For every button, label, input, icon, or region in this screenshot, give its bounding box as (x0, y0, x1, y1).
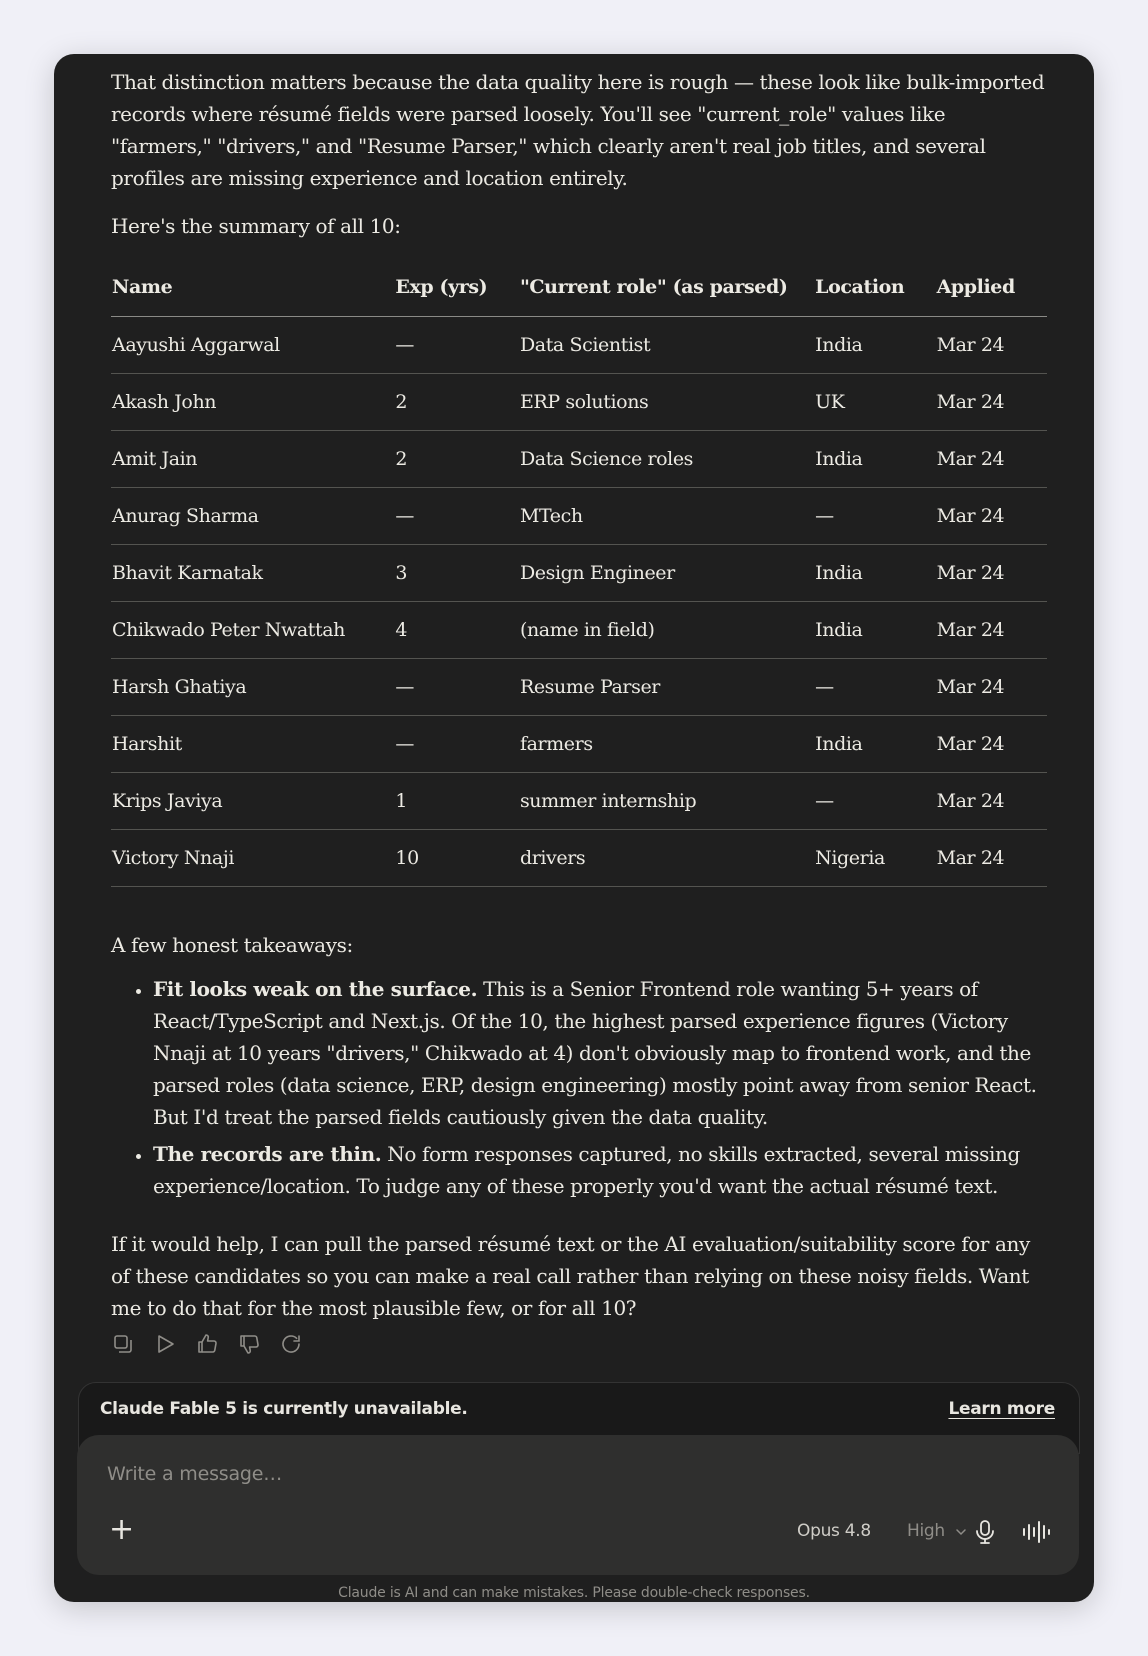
summary-intro: Here's the summary of all 10: (111, 214, 401, 238)
cell-location: UK (814, 374, 935, 431)
cell-applied: Mar 24 (936, 659, 1047, 716)
table-header-row (111, 258, 1047, 317)
message-composer (77, 1435, 1079, 1575)
takeaways-list (111, 973, 1047, 1202)
cell-exp: — (394, 659, 519, 716)
ai-disclaimer: Claude is AI and can make mistakes. Please double-check responses. (338, 1585, 810, 1601)
cell-location: India (814, 431, 935, 488)
cell-location: — (814, 773, 935, 830)
cell-name: Victory Nnaji (111, 830, 394, 887)
table-row (111, 830, 1047, 887)
model-selector[interactable]: Opus 4.8 (797, 1521, 871, 1541)
cell-applied: Mar 24 (936, 830, 1047, 887)
cell-name: Chikwado Peter Nwattah (111, 602, 394, 659)
cell-exp: 3 (394, 545, 519, 602)
cell-role: drivers (519, 830, 814, 887)
voice-mode-icon[interactable] (1021, 1519, 1051, 1545)
column-header-applied: Applied (936, 258, 1047, 317)
column-header-exp: Exp (yrs) (394, 258, 519, 317)
chat-window (54, 54, 1094, 1602)
cell-applied: Mar 24 (936, 773, 1047, 830)
cell-exp: 1 (394, 773, 519, 830)
cell-location: India (814, 602, 935, 659)
cell-applied: Mar 24 (936, 602, 1047, 659)
cell-applied: Mar 24 (936, 545, 1047, 602)
cell-applied: Mar 24 (936, 716, 1047, 773)
column-header-name: Name (111, 258, 394, 317)
cell-exp: 4 (394, 602, 519, 659)
message-input[interactable]: Write a message… (107, 1463, 283, 1485)
cell-role: (name in field) (519, 602, 814, 659)
cell-exp: 2 (394, 374, 519, 431)
notice-text: Claude Fable 5 is currently unavailable. (100, 1399, 468, 1419)
retry-icon[interactable] (279, 1332, 303, 1356)
takeaway-text: No form responses captured, no skills extracted, several missing experience/location. To judge any of these properly you'd want the actual résumé text. (153, 1142, 1020, 1198)
learn-more-link[interactable]: Learn more (948, 1399, 1055, 1419)
message-actions (111, 1332, 303, 1356)
cell-name: Aayushi Aggarwal (111, 317, 394, 374)
takeaway-bold: The records are thin. (153, 1142, 382, 1166)
table-row (111, 602, 1047, 659)
cell-location: India (814, 545, 935, 602)
cell-exp: 10 (394, 830, 519, 887)
cell-location: Nigeria (814, 830, 935, 887)
thumbs-up-icon[interactable] (195, 1332, 219, 1356)
cell-name: Harsh Ghatiya (111, 659, 394, 716)
microphone-icon[interactable] (973, 1519, 997, 1545)
cell-role: farmers (519, 716, 814, 773)
add-attachment-button[interactable]: + (109, 1512, 135, 1547)
takeaway-text: This is a Senior Frontend role wanting 5+ years of React/TypeScript and Next.js. Of the 10, the highest parsed experience figures (Victory Nnaji at 10 years "drivers," Chikwado at 4) don't obviously map to frontend work, and the parsed roles (data science, ERP, design engineering) mostly point away from senior React. But I'd treat the parsed fields cautiously given the data quality. (153, 977, 1037, 1129)
cell-location: — (814, 488, 935, 545)
takeaways-title: A few honest takeaways: (111, 933, 353, 957)
chevron-down-icon[interactable] (954, 1525, 968, 1539)
effort-selector[interactable]: High (907, 1521, 945, 1541)
table-row (111, 431, 1047, 488)
table-row (111, 317, 1047, 374)
closing-paragraph: If it would help, I can pull the parsed résumé text or the AI evaluation/suitability score for any of these candidates so you can make a real call rather than relying on these noisy fields. Want me to do that for the most plausible few, or for all 10? (111, 1232, 1030, 1320)
cell-applied: Mar 24 (936, 431, 1047, 488)
cell-role: ERP solutions (519, 374, 814, 431)
play-icon[interactable] (153, 1332, 177, 1356)
cell-name: Anurag Sharma (111, 488, 394, 545)
cell-applied: Mar 24 (936, 317, 1047, 374)
cell-name: Amit Jain (111, 431, 394, 488)
cell-name: Bhavit Karnatak (111, 545, 394, 602)
cell-role: MTech (519, 488, 814, 545)
cell-exp: 2 (394, 431, 519, 488)
takeaway-bold: Fit looks weak on the surface. (153, 977, 478, 1001)
cell-name: Akash John (111, 374, 394, 431)
cell-exp: — (394, 317, 519, 374)
table-row (111, 374, 1047, 431)
cell-exp: — (394, 488, 519, 545)
cell-role: Data Science roles (519, 431, 814, 488)
takeaway-item (153, 1138, 1047, 1202)
column-header-location: Location (814, 258, 935, 317)
cell-applied: Mar 24 (936, 374, 1047, 431)
cell-role: summer internship (519, 773, 814, 830)
table-row (111, 659, 1047, 716)
table-row (111, 488, 1047, 545)
intro-paragraph: That distinction matters because the data quality here is rough — these look like bulk-imported records where résumé fields were parsed loosely. You'll see "current_role" values like "farmers," "drivers," and "Resume Parser," which clearly aren't real job titles, and several profiles are missing experience and location entirely. (111, 70, 1045, 190)
column-header-role: "Current role" (as parsed) (519, 258, 814, 317)
cell-role: Resume Parser (519, 659, 814, 716)
table-row (111, 545, 1047, 602)
cell-name: Harshit (111, 716, 394, 773)
cell-applied: Mar 24 (936, 488, 1047, 545)
table-row (111, 716, 1047, 773)
cell-role: Data Scientist (519, 317, 814, 374)
cell-location: India (814, 716, 935, 773)
cell-location: India (814, 317, 935, 374)
cell-role: Design Engineer (519, 545, 814, 602)
copy-icon[interactable] (111, 1332, 135, 1356)
cell-exp: — (394, 716, 519, 773)
cell-name: Krips Javiya (111, 773, 394, 830)
assistant-message (111, 66, 1047, 1324)
table-row (111, 773, 1047, 830)
candidates-table (111, 258, 1047, 887)
cell-location: — (814, 659, 935, 716)
takeaway-item (153, 973, 1047, 1133)
thumbs-down-icon[interactable] (237, 1332, 261, 1356)
